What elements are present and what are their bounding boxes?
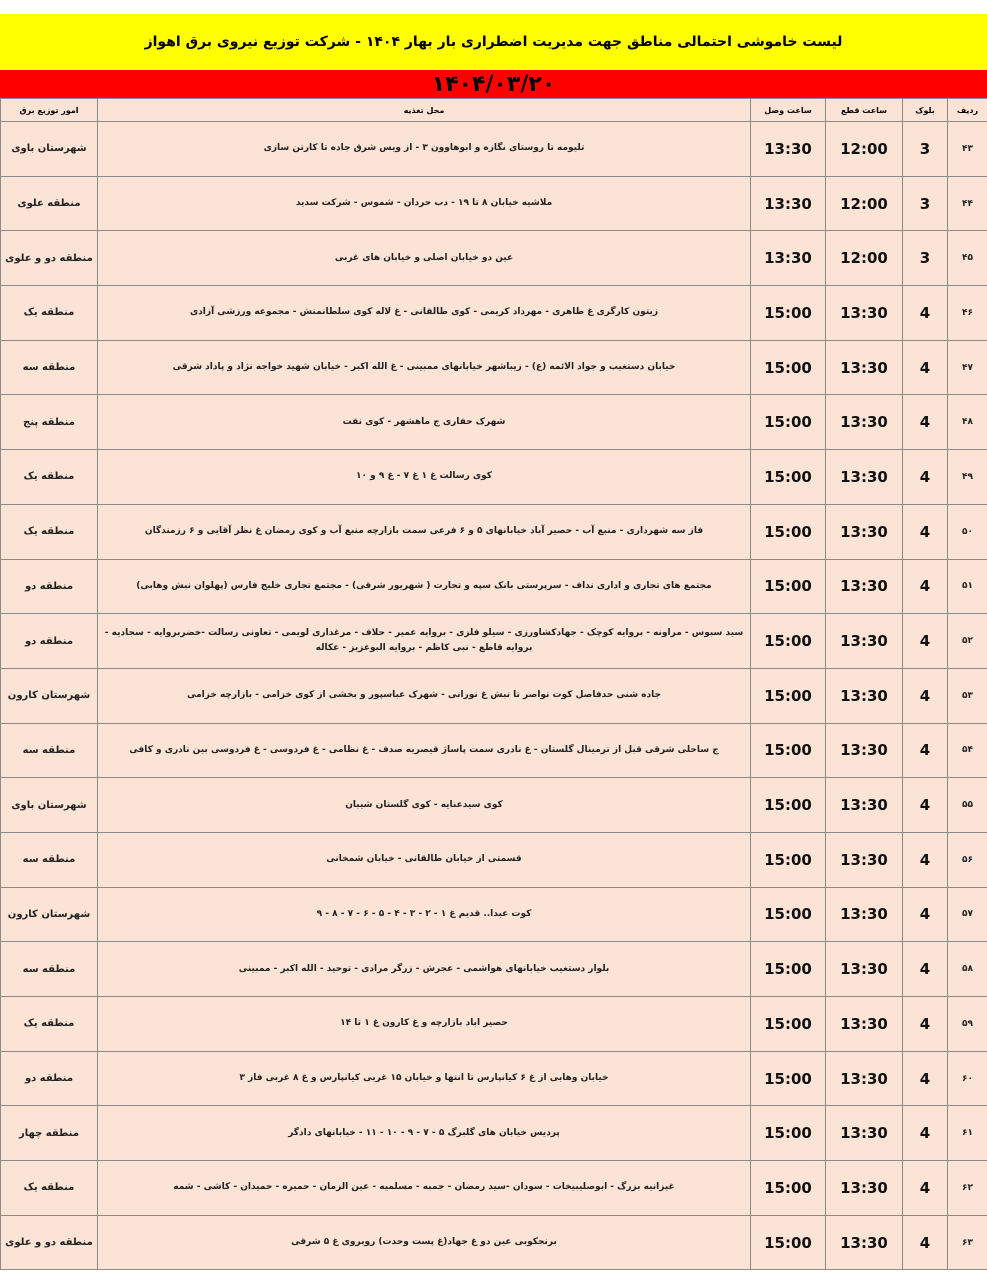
cell-cut-time: 13:30 — [826, 1215, 903, 1270]
cell-block: 4 — [903, 1161, 948, 1216]
cell-location: زیتون کارگری غ طاهری - مهرداد کریمی - کوی طالقانی - غ لاله کوی سلطانمنش - مجموعه ورزشی آزادی — [98, 286, 751, 341]
cell-block: 3 — [903, 231, 948, 286]
cell-district: منطقه سه — [1, 942, 98, 997]
cell-connect-time: 15:00 — [751, 1051, 826, 1106]
cell-connect-time: 15:00 — [751, 832, 826, 887]
cell-radif: ۵۵ — [948, 778, 987, 833]
cell-district: منطقه یک — [1, 997, 98, 1052]
cell-connect-time: 15:00 — [751, 340, 826, 395]
cell-location: شهرک حفاری ج ماهشهر - کوی نفت — [98, 395, 751, 450]
cell-block: 4 — [903, 559, 948, 614]
cell-connect-time: 15:00 — [751, 887, 826, 942]
cell-block: 4 — [903, 395, 948, 450]
table-header-row — [1, 99, 987, 122]
cell-cut-time: 13:30 — [826, 887, 903, 942]
table-row — [1, 176, 987, 231]
cell-radif: ۵۷ — [948, 887, 987, 942]
cell-radif: ۶۳ — [948, 1215, 987, 1270]
cell-block: 4 — [903, 1215, 948, 1270]
cell-district: شهرستان کارون — [1, 668, 98, 723]
cell-location: خیابان دستغیب و جواد الائمه (ع) - زیباشهر خیابانهای ممبینی - غ الله اکبر - خیابان شهید خواجه نژاد و پاداد شرقی — [98, 340, 751, 395]
cell-block: 4 — [903, 997, 948, 1052]
cell-district: شهرستان باوی — [1, 122, 98, 177]
table-row — [1, 122, 987, 177]
cell-connect-time: 13:30 — [751, 176, 826, 231]
page-title: لیست خاموشی احتمالی مناطق جهت مدیریت اضطراری بار بهار ۱۴۰۴ - شرکت توزیع نیروی برق اهواز — [0, 14, 987, 70]
table-row — [1, 1051, 987, 1106]
cell-radif: ۶۱ — [948, 1106, 987, 1161]
table-row — [1, 1161, 987, 1216]
cell-radif: ۵۰ — [948, 504, 987, 559]
header-district: امور توزیع برق — [1, 99, 98, 122]
cell-block: 3 — [903, 176, 948, 231]
table-row — [1, 450, 987, 505]
cell-location: مجتمع های تجاری و اداری نداف - سرپرستی بانک سپه و تجارت ( شهریور شرقی) - مجتمع تجاری خلیج فارس (پهلوان نبش وهابی) — [98, 559, 751, 614]
cell-block: 4 — [903, 340, 948, 395]
cell-cut-time: 13:30 — [826, 340, 903, 395]
cell-location: کوی سیدعنایه - کوی گلستان شیبان — [98, 778, 751, 833]
cell-connect-time: 15:00 — [751, 395, 826, 450]
cell-location: سید سبوس - مراونه - بروایه کوچک - جهادکشاورزی - سیلو فلزی - بروایه عمیر - حلاف - مرغداری لویمی - تعاونی رسالت -خضربروایه - سجادیه - بروایه قاطع - نبی کاظم - بروایه البوعزیز - عکاله — [98, 614, 751, 669]
cell-connect-time: 15:00 — [751, 1106, 826, 1161]
table-row — [1, 832, 987, 887]
cell-block: 4 — [903, 614, 948, 669]
table-row — [1, 778, 987, 833]
cell-radif: ۴۴ — [948, 176, 987, 231]
cell-block: 4 — [903, 942, 948, 997]
cell-connect-time: 15:00 — [751, 504, 826, 559]
cell-cut-time: 13:30 — [826, 450, 903, 505]
table-row — [1, 559, 987, 614]
cell-block: 3 — [903, 122, 948, 177]
cell-cut-time: 12:00 — [826, 122, 903, 177]
cell-cut-time: 12:00 — [826, 176, 903, 231]
header-location: محل تغذیه — [98, 99, 751, 122]
cell-district: منطقه دو — [1, 1051, 98, 1106]
cell-cut-time: 13:30 — [826, 778, 903, 833]
cell-radif: ۶۰ — [948, 1051, 987, 1106]
cell-district: منطقه سه — [1, 832, 98, 887]
cell-connect-time: 15:00 — [751, 1215, 826, 1270]
cell-location: غیزانیه بزرگ - ابوصلیبیخات - سودان -سید رمضان - جمبه - مسلمیه - عین الزمان - حمیره - حمیدان - کاشی - شمه — [98, 1161, 751, 1216]
cell-district: منطقه یک — [1, 450, 98, 505]
cell-location: برنجکوبی عین دو غ جهاد(غ پست وحدت) روبروی غ ۵ شرقی — [98, 1215, 751, 1270]
table-row — [1, 231, 987, 286]
cell-location: قسمتی از خیابان طالقانی - خیابان شمخانی — [98, 832, 751, 887]
table-row — [1, 942, 987, 997]
cell-radif: ۵۱ — [948, 559, 987, 614]
cell-radif: ۴۹ — [948, 450, 987, 505]
cell-cut-time: 12:00 — [826, 231, 903, 286]
cell-district: منطقه یک — [1, 1161, 98, 1216]
cell-radif: ۴۳ — [948, 122, 987, 177]
cell-connect-time: 15:00 — [751, 450, 826, 505]
cell-connect-time: 15:00 — [751, 668, 826, 723]
cell-connect-time: 13:30 — [751, 231, 826, 286]
cell-location: فاز سه شهرداری - منبع آب - حصیر آباد خیابانهای ۵ و ۶ فرعی سمت بازارچه منبع آب و کوی رمضان غ نظر آقایی و ۶ رزمندگان — [98, 504, 751, 559]
cell-district: منطقه چهار — [1, 1106, 98, 1161]
cell-block: 4 — [903, 887, 948, 942]
cell-radif: ۵۴ — [948, 723, 987, 778]
cell-connect-time: 15:00 — [751, 286, 826, 341]
cell-cut-time: 13:30 — [826, 942, 903, 997]
cell-connect-time: 15:00 — [751, 614, 826, 669]
table-row — [1, 614, 987, 669]
cell-block: 4 — [903, 1051, 948, 1106]
cell-radif: ۴۵ — [948, 231, 987, 286]
cell-cut-time: 13:30 — [826, 286, 903, 341]
cell-block: 4 — [903, 723, 948, 778]
cell-location: کوی رسالت غ ۱ غ ۷ - غ ۹ و ۱۰ — [98, 450, 751, 505]
cell-block: 4 — [903, 832, 948, 887]
cell-radif: ۵۶ — [948, 832, 987, 887]
cell-district: شهرستان کارون — [1, 887, 98, 942]
table-row — [1, 340, 987, 395]
cell-radif: ۶۲ — [948, 1161, 987, 1216]
cell-location: کوت عبدا.. قدیم غ ۱ - ۲ - ۳ - ۴ - ۵ - ۶ - ۷ - ۸ - ۹ — [98, 887, 751, 942]
cell-district: منطقه دو و علوی — [1, 231, 98, 286]
cell-radif: ۵۲ — [948, 614, 987, 669]
cell-district: منطقه سه — [1, 723, 98, 778]
outage-table — [0, 98, 987, 1270]
table-row — [1, 723, 987, 778]
cell-district: منطقه دو — [1, 559, 98, 614]
cell-location: ملاشیه خیابان ۸ تا ۱۹ - دب حردان - شموس - شرکت سدید — [98, 176, 751, 231]
cell-connect-time: 15:00 — [751, 997, 826, 1052]
cell-location: حصیر اباد بازارچه و غ کارون غ ۱ تا ۱۴ — [98, 997, 751, 1052]
cell-radif: ۵۳ — [948, 668, 987, 723]
cell-radif: ۴۶ — [948, 286, 987, 341]
table-row — [1, 668, 987, 723]
cell-connect-time: 15:00 — [751, 559, 826, 614]
cell-location: بلوار دستغیب خیابانهای هواشمی - عجرش - زرگر مرادی - توحید - الله اکبر - ممبینی — [98, 942, 751, 997]
cell-block: 4 — [903, 450, 948, 505]
header-radif: ردیف — [948, 99, 987, 122]
cell-location: پردیس خیابان های گلبرگ ۵ - ۷ - ۹ - ۱۰ - ۱۱ - خیابانهای دادگر — [98, 1106, 751, 1161]
table-row — [1, 1106, 987, 1161]
cell-radif: ۵۸ — [948, 942, 987, 997]
table-row — [1, 997, 987, 1052]
cell-location: جاده شنی حدفاصل کوت نواصر تا نبش غ نورانی - شهرک عباسپور و بخشی از کوی خزامی - بازارچه خزامی — [98, 668, 751, 723]
cell-cut-time: 13:30 — [826, 668, 903, 723]
cell-cut-time: 13:30 — [826, 1161, 903, 1216]
cell-cut-time: 13:30 — [826, 723, 903, 778]
cell-location: ج ساحلی شرقی قبل از ترمینال گلستان - غ نادری سمت پاساژ قیصریه صدف - غ نظامی - غ فردوسی - غ فردوسی بین نادری و کافی — [98, 723, 751, 778]
cell-cut-time: 13:30 — [826, 395, 903, 450]
cell-block: 4 — [903, 286, 948, 341]
cell-cut-time: 13:30 — [826, 1106, 903, 1161]
cell-district: منطقه یک — [1, 504, 98, 559]
table-row — [1, 1215, 987, 1270]
cell-block: 4 — [903, 504, 948, 559]
cell-block: 4 — [903, 1106, 948, 1161]
header-connect-time: ساعت وصل — [751, 99, 826, 122]
cell-cut-time: 13:30 — [826, 559, 903, 614]
cell-radif: ۴۷ — [948, 340, 987, 395]
cell-connect-time: 13:30 — [751, 122, 826, 177]
cell-connect-time: 15:00 — [751, 1161, 826, 1216]
cell-block: 4 — [903, 778, 948, 833]
cell-radif: ۴۸ — [948, 395, 987, 450]
cell-cut-time: 13:30 — [826, 832, 903, 887]
cell-district: منطقه دو و علوی — [1, 1215, 98, 1270]
schedule-date: ۱۴۰۴/۰۳/۲۰ — [0, 70, 987, 98]
cell-radif: ۵۹ — [948, 997, 987, 1052]
cell-district: منطقه دو — [1, 614, 98, 669]
cell-connect-time: 15:00 — [751, 942, 826, 997]
table-row — [1, 395, 987, 450]
cell-cut-time: 13:30 — [826, 1051, 903, 1106]
cell-cut-time: 13:30 — [826, 504, 903, 559]
cell-district: منطقه علوی — [1, 176, 98, 231]
cell-location: عین دو خیابان اصلی و خیابان های غربی — [98, 231, 751, 286]
cell-location: تلیومه تا روستای نگازه و ابوهاوون ۳ - از ویس شرق جاده تا کارتن سازی — [98, 122, 751, 177]
cell-cut-time: 13:30 — [826, 614, 903, 669]
table-row — [1, 887, 987, 942]
cell-district: منطقه یک — [1, 286, 98, 341]
header-block: بلوک — [903, 99, 948, 122]
cell-district: منطقه سه — [1, 340, 98, 395]
table-row — [1, 504, 987, 559]
header-cut-time: ساعت قطع — [826, 99, 903, 122]
cell-district: منطقه پنج — [1, 395, 98, 450]
cell-location: خیابان وهابی از غ ۶ کیانپارس تا انتها و خیابان ۱۵ غربی کیانپارس و غ ۸ غربی فاز ۳ — [98, 1051, 751, 1106]
cell-district: شهرستان باوی — [1, 778, 98, 833]
cell-connect-time: 15:00 — [751, 778, 826, 833]
cell-cut-time: 13:30 — [826, 997, 903, 1052]
table-row — [1, 286, 987, 341]
cell-block: 4 — [903, 668, 948, 723]
cell-connect-time: 15:00 — [751, 723, 826, 778]
